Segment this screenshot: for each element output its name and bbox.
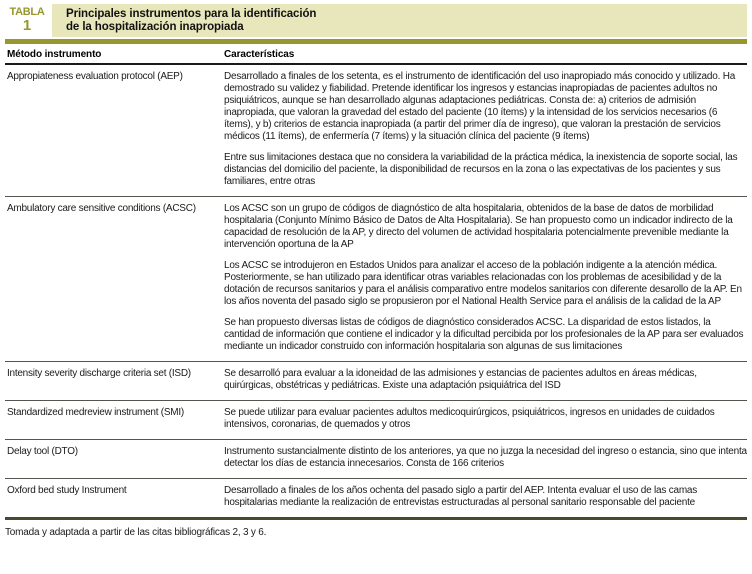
method-name: Ambulatory care sensitive conditions (ACSC) <box>7 203 196 214</box>
column-header-row <box>5 44 747 65</box>
row-characteristics <box>224 407 747 431</box>
table-footnote: Tomada y adaptada a partir de las citas bibliográficas 2, 3 y 6. <box>5 527 267 538</box>
characteristics-paragraph: Se han propuesto diversas listas de códigos de diagnóstico considerados ACSC. La disparidad de estos listados, la cantidad de información que contiene el indicador y la dificultad percibida por los profesionales de la AP para ser evaluados mediante un indicador construido con información hospitalaria son algunas de sus limitaciones <box>224 317 744 352</box>
characteristics-paragraph: Instrumento sustancialmente distinto de los anteriores, ya que no juzga la necesidad del ingreso o estancia, sino que intenta detectar los días de estancia innecesarios. Consta de 166 criterios <box>224 446 747 469</box>
characteristics-paragraph: Los ACSC se introdujeron en Estados Unidos para analizar el acceso de la población indigente a la atención médica. Posteriormente, se han utilizado para identificar otras variables relacionadas con los problemas de acesibilidad y de la dotación de recursos sanitarios y para el análisis comparativo entre modelos sanitarios con diferente desarollo de la AP. En los años noventa del pasado siglo se propusieron por el National Health Service para el análisis de la calidad de la AP <box>224 260 742 307</box>
characteristics-paragraph: Entre sus limitaciones destaca que no considera la variabilidad de la práctica médica, la inexistencia de soporte social, las distancias del domicilio del paciente, la disponibilidad de recursos en la zona o las expectativas de los pacientes y sus familiares, entre otras <box>224 152 738 187</box>
row-characteristics <box>224 203 747 353</box>
row-characteristics <box>224 446 747 470</box>
table-row-isd <box>5 362 747 401</box>
characteristics-paragraph: Se puede utilizar para evaluar pacientes adultos medicoquirúrgicos, psiquiátricos, ingresos en unidades de cuidados intensivos, coronarias, de quemados y otros <box>224 407 715 430</box>
table-row-dto <box>5 440 747 479</box>
method-name: Delay tool (DTO) <box>7 446 78 457</box>
characteristics-paragraph: Desarrollado a finales de los años ochenta del pasado siglo a partir del AEP. Intenta evaluar el uso de las camas hospitalarias mediante la realización de entrevistas estructuradas al personal sanitario responsable del paciente <box>224 485 698 508</box>
row-characteristics <box>224 71 747 188</box>
footer-rule <box>5 517 747 520</box>
method-name: Standardized medreview instrument (SMI) <box>7 407 184 418</box>
table-title-line1: Principales instrumentos para la identificación <box>66 8 317 20</box>
method-name: Oxford bed study Instrument <box>7 485 127 496</box>
method-name: Intensity severity discharge criteria set (ISD) <box>7 368 191 379</box>
table-number-badge <box>5 4 49 37</box>
row-characteristics <box>224 485 747 509</box>
table-number: 1 <box>22 17 32 34</box>
characteristics-paragraph: Desarrollado a finales de los setenta, es el instrumento de identificación del uso inapropiado más conocido y utilizado. Ha demostrado su validez y fiabilidad. Pretende identificar los ingresos y estancias inapropiadas de pacientes adultos no psiquiátricos, aunque se han desarrollado algunas adaptaciones pediátricas. Consta de: a) criterios de admisión inapropiada, que valoran la gravedad del estado del paciente (10 ítems) y la intensidad de los servicios necesarios (6 ítems), y b) criterios de estancia inapropiada (a partir del primer día de ingreso), que valoran la prestación de servicios médicos (11 ítems), de enfermería (7 ítems) y la situación clínica del paciente (9 ítems) <box>224 71 736 142</box>
table-header <box>5 4 747 37</box>
table-row-aep <box>5 65 747 197</box>
table-row-oxford <box>5 479 747 517</box>
table-title-line2: de la hospitalización inapropiada <box>66 21 244 33</box>
row-characteristics <box>224 368 747 392</box>
table-label: TABLA <box>9 6 45 18</box>
characteristics-paragraph: Los ACSC son un grupo de códigos de diagnóstico de alta hospitalaria, obtenidos de la base de datos de morbilidad hospitalaria (Conjunto Mínimo Básico de Datos de Alta Hospitalaria). Se han propuesto como un indicador indirecto de la capacidad de resolución de la AP, y directo del volumen de actividad hospitalaria potencialmente prevenible mediante la intervención oportuna de la AP <box>224 203 733 250</box>
method-name: Appropiateness evaluation protocol (AEP) <box>7 71 183 82</box>
column-header-characteristics: Características <box>224 49 295 60</box>
column-header-method: Método instrumento <box>7 49 102 60</box>
table-title <box>52 4 747 37</box>
table-row-smi <box>5 401 747 440</box>
characteristics-paragraph: Se desarrolló para evaluar a la idoneidad de las admisiones y estancias de pacientes adultos en áreas médicas, quirúrgicas, obstétricas y pediátricas. Existe una adaptación psiquiátrica del ISD <box>224 368 697 391</box>
table-row-acsc <box>5 197 747 362</box>
